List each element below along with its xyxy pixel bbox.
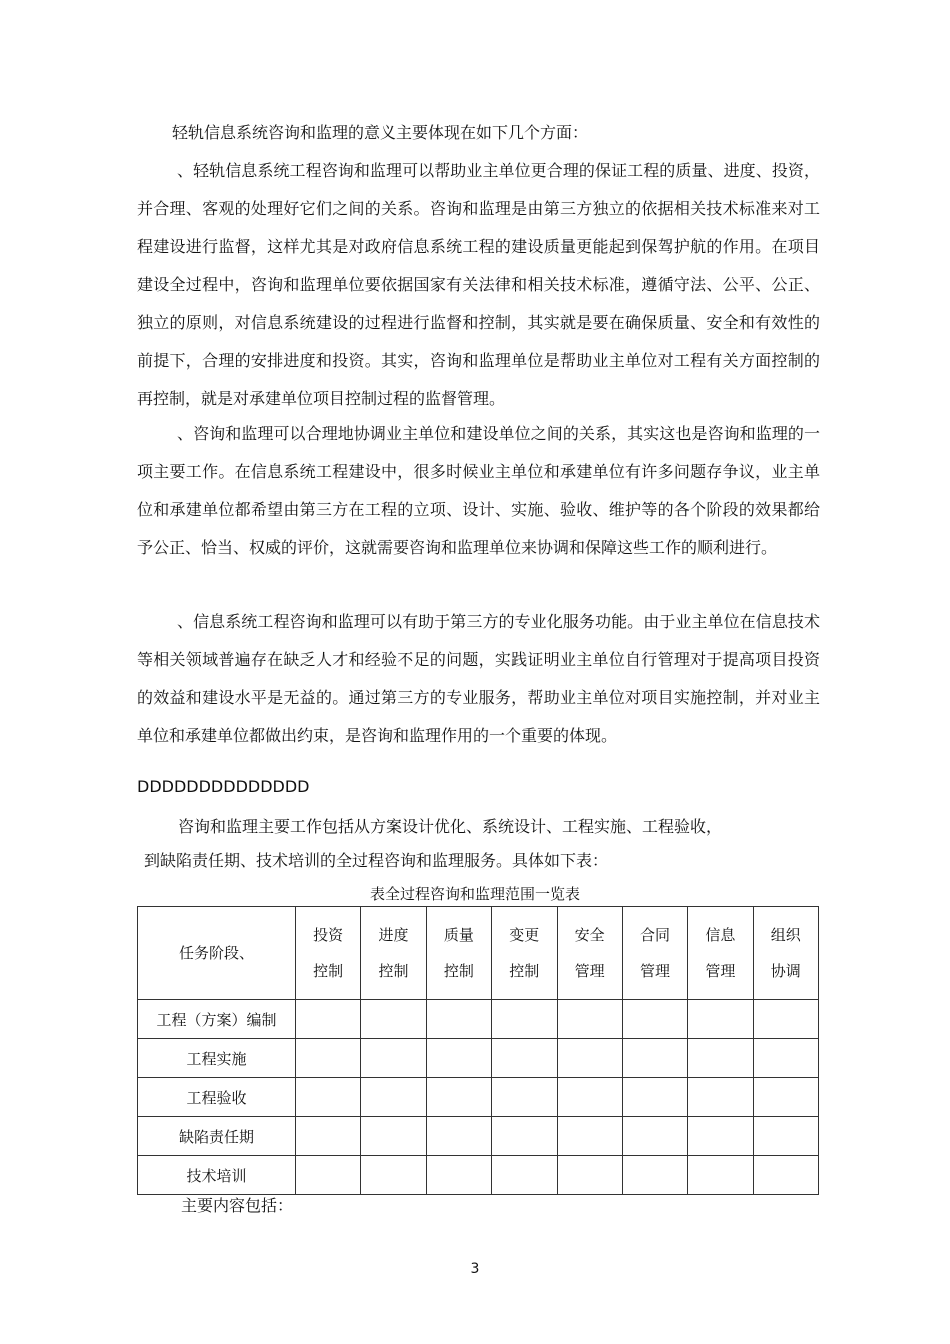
header-line-2: 控制 — [509, 962, 540, 980]
header-line-2: 管理 — [640, 962, 671, 980]
table-cell — [622, 1156, 687, 1195]
header-line-2: 管理 — [574, 962, 605, 980]
header-cell — [426, 907, 491, 1000]
table-cell — [753, 1000, 818, 1039]
stage-cell: 缺陷责任期 — [138, 1117, 296, 1156]
table-header-row — [138, 907, 819, 1000]
header-line-2: 控制 — [443, 962, 474, 980]
header-line-2: 协调 — [770, 962, 801, 980]
table-cell — [361, 1156, 426, 1195]
stage-cell: 工程实施 — [138, 1039, 296, 1078]
table-cell — [296, 1039, 361, 1078]
header-line-1: 进度 — [378, 926, 409, 944]
header-line-2: 控制 — [378, 962, 409, 980]
table-row — [138, 1078, 819, 1117]
table-caption: 表全过程咨询和监理范围一览表 — [369, 885, 580, 903]
header-line-1: 投资 — [313, 926, 344, 944]
paragraph-3: 、信息系统工程咨询和监理可以有助于第三方的专业化服务功能。由于业主单位在信息技术等相关领域普遍存在缺乏人才和经验不足的问题，实践证明业主单位自行管理对于提高项目投资的效益和建设水平是无益的。通过第三方的专业服务，帮助业主单位对项目实施控制，并对业主单位和承建单位都做出约束，是咨询和监理作用的一个重要的体现。 — [137, 612, 820, 745]
table-cell — [688, 1000, 753, 1039]
header-line-1: 质量 — [443, 926, 474, 944]
header-line-2: 管理 — [705, 962, 736, 980]
table-cell — [557, 1000, 622, 1039]
header-line-1: 组织 — [770, 926, 801, 944]
paragraph-1: 、轻轨信息系统工程咨询和监理可以帮助业主单位更合理的保证工程的质量、进度、投资，并合理、客观的处理好它们之间的关系。咨询和监理是由第三方独立的依据相关技术标准来对工程建设进行监督，这样尤其是对政府信息系统工程的建设质量更能起到保驾护航的作用。在项目建设全过程中，咨询和监理单位要依据国家有关法律和相关技术标准，遵循守法、公平、公正、独立的原则，对信息系统建设的过程进行监督和控制，其实就是要在确保质量、安全和有效性的前提下，合理的安排进度和投资。其实，咨询和监理单位是帮助业主单位对工程有关方面控制的再控制，就是对承建单位项目控制过程的监督管理。 — [137, 161, 820, 408]
header-line-1: 合同 — [640, 926, 671, 944]
stage-header-cell: 任务阶段、 — [138, 907, 296, 1000]
table-cell — [557, 1117, 622, 1156]
header-cell — [492, 907, 557, 1000]
table-cell — [492, 1039, 557, 1078]
page-number: 3 — [470, 1261, 480, 1277]
table-cell — [622, 1000, 687, 1039]
header-cell — [296, 907, 361, 1000]
table-cell — [361, 1117, 426, 1156]
table-cell — [622, 1078, 687, 1117]
table-cell — [688, 1156, 753, 1195]
intro-paragraph: 轻轨信息系统咨询和监理的意义主要体现在如下几个方面： — [172, 123, 589, 142]
table-cell — [426, 1039, 491, 1078]
table-cell — [753, 1039, 818, 1078]
table-cell — [557, 1156, 622, 1195]
stage-cell: 工程验收 — [138, 1078, 296, 1117]
table-row — [138, 1117, 819, 1156]
table-cell — [296, 1117, 361, 1156]
scope-text-line-2: 到缺陷责任期、技术培训的全过程咨询和监理服务。具体如下表： — [144, 851, 609, 870]
paragraph-2: 、咨询和监理可以合理地协调业主单位和建设单位之间的关系，其实这也是咨询和监理的一项主要工作。在信息系统工程建设中，很多时候业主单位和承建单位有许多问题存争议，业主单位和承建单位都希望由第三方在工程的立项、设计、实施、验收、维护等的各个阶段的效果都给予公正、恰当、权威的评价，这就需要咨询和监理单位来协调和保障这些工作的顺利进行。 — [137, 424, 820, 557]
table-cell — [492, 1078, 557, 1117]
table-cell — [426, 1078, 491, 1117]
table-cell — [361, 1078, 426, 1117]
table-cell — [753, 1156, 818, 1195]
table-cell — [426, 1117, 491, 1156]
table-cell — [557, 1078, 622, 1117]
section-heading: DDDDDDDDDDDDDD — [137, 777, 310, 796]
header-line-1: 信息 — [705, 926, 736, 944]
table-cell — [361, 1039, 426, 1078]
header-cell — [557, 907, 622, 1000]
table-cell — [688, 1117, 753, 1156]
table-cell — [492, 1117, 557, 1156]
table-cell — [557, 1039, 622, 1078]
header-cell — [688, 907, 753, 1000]
table-cell — [296, 1000, 361, 1039]
table-cell — [296, 1078, 361, 1117]
table-cell — [753, 1078, 818, 1117]
header-line-1: 安全 — [574, 926, 605, 944]
table-cell — [426, 1000, 491, 1039]
table-cell — [426, 1156, 491, 1195]
scope-text-line-1: 咨询和监理主要工作包括从方案设计优化、系统设计、工程实施、工程验收， — [178, 817, 723, 836]
table-cell — [492, 1156, 557, 1195]
header-line-2: 控制 — [313, 962, 344, 980]
stage-cell: 工程（方案）编制 — [138, 1000, 296, 1039]
table-row — [138, 1039, 819, 1078]
header-line-1: 变更 — [509, 926, 540, 944]
table-cell — [622, 1117, 687, 1156]
table-cell — [753, 1117, 818, 1156]
header-cell — [753, 907, 818, 1000]
table-cell — [622, 1039, 687, 1078]
content-intro-text: 主要内容包括： — [181, 1196, 294, 1215]
scope-table — [137, 906, 819, 1195]
table-row — [138, 1156, 819, 1195]
table-cell — [492, 1000, 557, 1039]
table-row — [138, 1000, 819, 1039]
table-cell — [361, 1000, 426, 1039]
header-cell — [622, 907, 687, 1000]
table-cell — [296, 1156, 361, 1195]
table-cell — [688, 1039, 753, 1078]
stage-cell: 技术培训 — [138, 1156, 296, 1195]
header-cell — [361, 907, 426, 1000]
table-cell — [688, 1078, 753, 1117]
